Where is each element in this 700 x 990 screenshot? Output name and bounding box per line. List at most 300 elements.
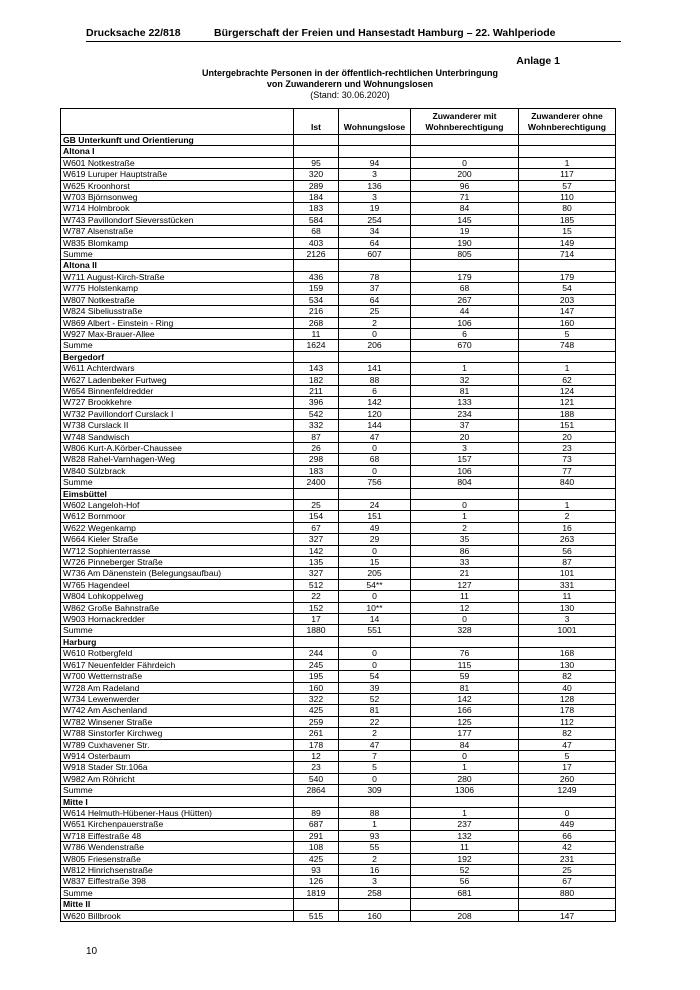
table-row xyxy=(61,454,616,465)
cell-ist: 126 xyxy=(294,876,339,887)
cell-zuwanderer-mit: 132 xyxy=(411,830,519,841)
cell-name: W625 Kroonhorst xyxy=(61,180,294,191)
cell-name: W804 Lohkoppelweg xyxy=(61,591,294,602)
column-header-name xyxy=(61,109,294,135)
cell-wohnungslose: 55 xyxy=(339,842,411,853)
cell-zuwanderer-mit: 179 xyxy=(411,271,519,282)
table-row xyxy=(61,591,616,602)
cell-zuwanderer-mit: 84 xyxy=(411,203,519,214)
cell-name: W736 Am Dänenstein (Belegungsaufbau) xyxy=(61,568,294,579)
cell-zuwanderer-ohne: 20 xyxy=(519,431,616,442)
cell-wohnungslose: 0 xyxy=(339,773,411,784)
table-row xyxy=(61,374,616,385)
cell-name: W611 Achterdwars xyxy=(61,363,294,374)
cell-zuwanderer-mit: 32 xyxy=(411,374,519,385)
cell-wohnungslose: 144 xyxy=(339,420,411,431)
cell-name: W612 Bornmoor xyxy=(61,511,294,522)
cell-ist: 515 xyxy=(294,910,339,921)
cell-zuwanderer-ohne: 5 xyxy=(519,328,616,339)
cell-zuwanderer-mit: 44 xyxy=(411,306,519,317)
table-row xyxy=(61,614,616,625)
group-label: Altona I xyxy=(61,146,294,157)
cell-zuwanderer-ohne: 714 xyxy=(519,249,616,260)
cell-name: W840 Sülzbrack xyxy=(61,465,294,476)
cell-name: W714 Holmbrook xyxy=(61,203,294,214)
empty-cell xyxy=(339,260,411,271)
cell-wohnungslose: 29 xyxy=(339,534,411,545)
cell-zuwanderer-ohne: 160 xyxy=(519,317,616,328)
cell-name: W807 Notkestraße xyxy=(61,294,294,305)
empty-cell xyxy=(339,146,411,157)
cell-wohnungslose: 0 xyxy=(339,328,411,339)
cell-zuwanderer-ohne: 16 xyxy=(519,522,616,533)
cell-name: W914 Osterbaum xyxy=(61,750,294,761)
cell-ist: 182 xyxy=(294,374,339,385)
table-row xyxy=(61,579,616,590)
cell-zuwanderer-mit: 0 xyxy=(411,500,519,511)
group-label: Mitte I xyxy=(61,796,294,807)
cell-zuwanderer-ohne: 73 xyxy=(519,454,616,465)
empty-cell xyxy=(339,488,411,499)
cell-wohnungslose: 94 xyxy=(339,157,411,168)
table-summary-row xyxy=(61,785,616,796)
cell-zuwanderer-mit: 237 xyxy=(411,819,519,830)
cell-ist: 211 xyxy=(294,385,339,396)
cell-ist: 2126 xyxy=(294,249,339,260)
empty-cell xyxy=(339,796,411,807)
cell-ist: 436 xyxy=(294,271,339,282)
table-row xyxy=(61,328,616,339)
cell-name: W862 Große Bahnstraße xyxy=(61,602,294,613)
cell-name: W614 Helmuth-Hübener-Haus (Hütten) xyxy=(61,807,294,818)
cell-name: W738 Curslack II xyxy=(61,420,294,431)
cell-wohnungslose: 22 xyxy=(339,716,411,727)
cell-wohnungslose: 3 xyxy=(339,169,411,180)
table-summary-row xyxy=(61,477,616,488)
cell-zuwanderer-mit: 11 xyxy=(411,591,519,602)
table-row xyxy=(61,568,616,579)
cell-zuwanderer-mit: 1 xyxy=(411,363,519,374)
cell-ist: 1819 xyxy=(294,887,339,898)
table-body xyxy=(61,135,616,922)
cell-zuwanderer-ohne: 42 xyxy=(519,842,616,853)
cell-wohnungslose: 81 xyxy=(339,705,411,716)
group-label: Harburg xyxy=(61,636,294,647)
cell-name: W835 Blomkamp xyxy=(61,237,294,248)
cell-wohnungslose: 16 xyxy=(339,865,411,876)
cell-ist: 22 xyxy=(294,591,339,602)
cell-ist: 320 xyxy=(294,169,339,180)
table-group-row xyxy=(61,146,616,157)
cell-wohnungslose: 5 xyxy=(339,762,411,773)
cell-zuwanderer-mit: 35 xyxy=(411,534,519,545)
table-row xyxy=(61,203,616,214)
cell-ist: 687 xyxy=(294,819,339,830)
cell-wohnungslose: 64 xyxy=(339,294,411,305)
cell-wohnungslose: 258 xyxy=(339,887,411,898)
cell-zuwanderer-ohne: 130 xyxy=(519,602,616,613)
table-summary-row xyxy=(61,887,616,898)
cell-ist: 2864 xyxy=(294,785,339,796)
cell-zuwanderer-mit: 145 xyxy=(411,214,519,225)
header-organization: Bürgerschaft der Freien und Hansestadt Hamburg – 22. Wahlperiode xyxy=(214,27,556,39)
cell-name: W718 Eiffestraße 48 xyxy=(61,830,294,841)
cell-wohnungslose: 142 xyxy=(339,397,411,408)
cell-zuwanderer-mit: 21 xyxy=(411,568,519,579)
empty-cell xyxy=(411,899,519,910)
header-divider xyxy=(86,41,621,42)
cell-wohnungslose: 551 xyxy=(339,625,411,636)
cell-name: W727 Brookkehre xyxy=(61,397,294,408)
table-row xyxy=(61,192,616,203)
cell-name: W837 Eiffestraße 398 xyxy=(61,876,294,887)
table-row xyxy=(61,271,616,282)
cell-ist: 154 xyxy=(294,511,339,522)
empty-cell xyxy=(411,135,519,146)
cell-name: Summe xyxy=(61,477,294,488)
column-header-ist: Ist xyxy=(294,109,339,135)
cell-ist: 178 xyxy=(294,739,339,750)
table-group-row xyxy=(61,899,616,910)
cell-name: W782 Winsener Straße xyxy=(61,716,294,727)
cell-zuwanderer-mit: 208 xyxy=(411,910,519,921)
cell-ist: 327 xyxy=(294,534,339,545)
cell-zuwanderer-ohne: 151 xyxy=(519,420,616,431)
cell-name: W903 Hornackredder xyxy=(61,614,294,625)
table-row xyxy=(61,169,616,180)
table-group-row xyxy=(61,488,616,499)
table-row xyxy=(61,807,616,818)
cell-zuwanderer-ohne: 149 xyxy=(519,237,616,248)
empty-cell xyxy=(411,636,519,647)
empty-cell xyxy=(294,899,339,910)
cell-zuwanderer-mit: 681 xyxy=(411,887,519,898)
empty-cell xyxy=(519,146,616,157)
cell-wohnungslose: 0 xyxy=(339,442,411,453)
cell-name: Summe xyxy=(61,785,294,796)
empty-cell xyxy=(519,488,616,499)
cell-wohnungslose: 7 xyxy=(339,750,411,761)
cell-name: W627 Ladenbeker Furtweg xyxy=(61,374,294,385)
cell-zuwanderer-ohne: 0 xyxy=(519,807,616,818)
cell-name: W828 Rahel-Varnhagen-Weg xyxy=(61,454,294,465)
cell-zuwanderer-mit: 200 xyxy=(411,169,519,180)
cell-zuwanderer-mit: 0 xyxy=(411,750,519,761)
table-row xyxy=(61,557,616,568)
table-row xyxy=(61,237,616,248)
cell-zuwanderer-mit: 177 xyxy=(411,728,519,739)
table-row xyxy=(61,716,616,727)
cell-name: W734 Lewenwerder xyxy=(61,693,294,704)
cell-zuwanderer-mit: 106 xyxy=(411,465,519,476)
table-row xyxy=(61,819,616,830)
cell-name: W775 Holstenkamp xyxy=(61,283,294,294)
cell-zuwanderer-ohne: 66 xyxy=(519,830,616,841)
cell-wohnungslose: 68 xyxy=(339,454,411,465)
table-row xyxy=(61,693,616,704)
cell-ist: 259 xyxy=(294,716,339,727)
cell-zuwanderer-mit: 37 xyxy=(411,420,519,431)
cell-wohnungslose: 93 xyxy=(339,830,411,841)
cell-ist: 68 xyxy=(294,226,339,237)
cell-wohnungslose: 78 xyxy=(339,271,411,282)
table-row xyxy=(61,420,616,431)
table-row xyxy=(61,214,616,225)
cell-wohnungslose: 206 xyxy=(339,340,411,351)
cell-zuwanderer-ohne: 124 xyxy=(519,385,616,396)
cell-zuwanderer-ohne: 54 xyxy=(519,283,616,294)
cell-zuwanderer-ohne: 1 xyxy=(519,500,616,511)
table-row xyxy=(61,511,616,522)
cell-zuwanderer-mit: 71 xyxy=(411,192,519,203)
cell-wohnungslose: 37 xyxy=(339,283,411,294)
cell-ist: 584 xyxy=(294,214,339,225)
cell-name: W787 Alsenstraße xyxy=(61,226,294,237)
table-row xyxy=(61,431,616,442)
cell-ist: 261 xyxy=(294,728,339,739)
table-row xyxy=(61,671,616,682)
cell-ist: 291 xyxy=(294,830,339,841)
section-label: GB Unterkunft und Orientierung xyxy=(61,135,294,146)
table-row xyxy=(61,545,616,556)
table-row xyxy=(61,648,616,659)
cell-wohnungslose: 54** xyxy=(339,579,411,590)
cell-zuwanderer-ohne: 57 xyxy=(519,180,616,191)
cell-zuwanderer-ohne: 130 xyxy=(519,659,616,670)
cell-name: W742 Am Aschenland xyxy=(61,705,294,716)
cell-ist: 184 xyxy=(294,192,339,203)
cell-ist: 512 xyxy=(294,579,339,590)
cell-zuwanderer-ohne: 101 xyxy=(519,568,616,579)
cell-wohnungslose: 756 xyxy=(339,477,411,488)
cell-zuwanderer-mit: 2 xyxy=(411,522,519,533)
table-row xyxy=(61,294,616,305)
cell-zuwanderer-ohne: 82 xyxy=(519,728,616,739)
cell-wohnungslose: 2 xyxy=(339,853,411,864)
cell-name: W789 Cuxhavener Str. xyxy=(61,739,294,750)
cell-name: W869 Albert - Einstein - Ring xyxy=(61,317,294,328)
cell-wohnungslose: 34 xyxy=(339,226,411,237)
table-row xyxy=(61,853,616,864)
cell-zuwanderer-mit: 115 xyxy=(411,659,519,670)
cell-zuwanderer-mit: 133 xyxy=(411,397,519,408)
cell-name: W732 Pavillondorf Curslack I xyxy=(61,408,294,419)
empty-cell xyxy=(294,488,339,499)
cell-zuwanderer-mit: 1306 xyxy=(411,785,519,796)
cell-zuwanderer-mit: 19 xyxy=(411,226,519,237)
cell-zuwanderer-ohne: 11 xyxy=(519,591,616,602)
cell-wohnungslose: 47 xyxy=(339,431,411,442)
table-group-row xyxy=(61,351,616,362)
cell-zuwanderer-ohne: 178 xyxy=(519,705,616,716)
cell-name: W617 Neuenfelder Fährdeich xyxy=(61,659,294,670)
cell-ist: 332 xyxy=(294,420,339,431)
cell-ist: 95 xyxy=(294,157,339,168)
cell-zuwanderer-mit: 0 xyxy=(411,157,519,168)
cell-zuwanderer-mit: 190 xyxy=(411,237,519,248)
empty-cell xyxy=(519,260,616,271)
cell-wohnungslose: 64 xyxy=(339,237,411,248)
cell-name: Summe xyxy=(61,887,294,898)
cell-ist: 152 xyxy=(294,602,339,613)
page-number: 10 xyxy=(86,946,98,957)
cell-zuwanderer-ohne: 179 xyxy=(519,271,616,282)
cell-wohnungslose: 39 xyxy=(339,682,411,693)
cell-zuwanderer-mit: 59 xyxy=(411,671,519,682)
table-row xyxy=(61,522,616,533)
table-summary-row xyxy=(61,249,616,260)
table-title-line-2: von Zuwanderern und Wohnungslosen xyxy=(266,79,434,89)
empty-cell xyxy=(294,796,339,807)
cell-wohnungslose: 24 xyxy=(339,500,411,511)
cell-zuwanderer-ohne: 47 xyxy=(519,739,616,750)
table-row xyxy=(61,728,616,739)
empty-cell xyxy=(339,899,411,910)
cell-wohnungslose: 0 xyxy=(339,545,411,556)
table-row xyxy=(61,659,616,670)
cell-name: W788 Sinstorfer Kirchweg xyxy=(61,728,294,739)
cell-zuwanderer-mit: 280 xyxy=(411,773,519,784)
cell-zuwanderer-ohne: 15 xyxy=(519,226,616,237)
cell-zuwanderer-ohne: 260 xyxy=(519,773,616,784)
group-label: Bergedorf xyxy=(61,351,294,362)
accommodation-table xyxy=(60,108,616,922)
empty-cell xyxy=(411,488,519,499)
table-row xyxy=(61,180,616,191)
table-title-line-1: Untergebrachte Personen in der öffentlich-rechtlichen Unterbringung xyxy=(201,68,499,78)
cell-name: W610 Rotbergfeld xyxy=(61,648,294,659)
cell-ist: 143 xyxy=(294,363,339,374)
cell-ist: 12 xyxy=(294,750,339,761)
table-summary-row xyxy=(61,625,616,636)
cell-name: W703 Björnsonweg xyxy=(61,192,294,203)
table-row xyxy=(61,705,616,716)
cell-zuwanderer-mit: 81 xyxy=(411,682,519,693)
empty-cell xyxy=(519,135,616,146)
cell-zuwanderer-ohne: 880 xyxy=(519,887,616,898)
cell-wohnungslose: 1 xyxy=(339,819,411,830)
cell-wohnungslose: 0 xyxy=(339,648,411,659)
cell-zuwanderer-mit: 68 xyxy=(411,283,519,294)
empty-cell xyxy=(411,351,519,362)
table-row xyxy=(61,910,616,921)
cell-zuwanderer-ohne: 56 xyxy=(519,545,616,556)
cell-wohnungslose: 52 xyxy=(339,693,411,704)
empty-cell xyxy=(294,260,339,271)
cell-wohnungslose: 88 xyxy=(339,374,411,385)
empty-cell xyxy=(339,351,411,362)
cell-name: W602 Langeloh-Hof xyxy=(61,500,294,511)
cell-zuwanderer-ohne: 82 xyxy=(519,671,616,682)
cell-zuwanderer-mit: 52 xyxy=(411,865,519,876)
group-label: Eimsbüttel xyxy=(61,488,294,499)
table-group-row xyxy=(61,796,616,807)
table-row xyxy=(61,750,616,761)
table-row xyxy=(61,408,616,419)
group-label: Mitte II xyxy=(61,899,294,910)
cell-ist: 245 xyxy=(294,659,339,670)
cell-name: W620 Billbrook xyxy=(61,910,294,921)
cell-name: Summe xyxy=(61,249,294,260)
empty-cell xyxy=(411,796,519,807)
cell-ist: 11 xyxy=(294,328,339,339)
cell-zuwanderer-mit: 267 xyxy=(411,294,519,305)
cell-zuwanderer-ohne: 748 xyxy=(519,340,616,351)
cell-wohnungslose: 6 xyxy=(339,385,411,396)
empty-cell xyxy=(339,636,411,647)
cell-ist: 403 xyxy=(294,237,339,248)
cell-name: W748 Sandwisch xyxy=(61,431,294,442)
cell-ist: 298 xyxy=(294,454,339,465)
cell-wohnungslose: 309 xyxy=(339,785,411,796)
cell-zuwanderer-mit: 1 xyxy=(411,511,519,522)
table-row xyxy=(61,682,616,693)
cell-zuwanderer-ohne: 2 xyxy=(519,511,616,522)
table-section-row xyxy=(61,135,616,146)
cell-ist: 23 xyxy=(294,762,339,773)
cell-ist: 17 xyxy=(294,614,339,625)
cell-zuwanderer-mit: 84 xyxy=(411,739,519,750)
cell-name: W619 Luruper Hauptstraße xyxy=(61,169,294,180)
table-header-row xyxy=(61,109,616,135)
cell-zuwanderer-mit: 81 xyxy=(411,385,519,396)
table-row xyxy=(61,830,616,841)
table-row xyxy=(61,773,616,784)
table-row xyxy=(61,602,616,613)
cell-zuwanderer-mit: 234 xyxy=(411,408,519,419)
cell-zuwanderer-ohne: 185 xyxy=(519,214,616,225)
anlage-label: Anlage 1 xyxy=(516,55,560,67)
cell-ist: 195 xyxy=(294,671,339,682)
cell-name: W651 Kirchenpauerstraße xyxy=(61,819,294,830)
cell-name: W728 Am Radeland xyxy=(61,682,294,693)
cell-zuwanderer-ohne: 112 xyxy=(519,716,616,727)
table-row xyxy=(61,465,616,476)
cell-zuwanderer-mit: 157 xyxy=(411,454,519,465)
cell-wohnungslose: 141 xyxy=(339,363,411,374)
cell-ist: 327 xyxy=(294,568,339,579)
cell-name: W664 Kieler Straße xyxy=(61,534,294,545)
cell-zuwanderer-mit: 33 xyxy=(411,557,519,568)
cell-wohnungslose: 88 xyxy=(339,807,411,818)
cell-ist: 244 xyxy=(294,648,339,659)
cell-zuwanderer-ohne: 87 xyxy=(519,557,616,568)
cell-zuwanderer-ohne: 3 xyxy=(519,614,616,625)
cell-ist: 396 xyxy=(294,397,339,408)
empty-cell xyxy=(294,146,339,157)
cell-zuwanderer-mit: 804 xyxy=(411,477,519,488)
cell-ist: 534 xyxy=(294,294,339,305)
cell-ist: 183 xyxy=(294,203,339,214)
cell-ist: 425 xyxy=(294,853,339,864)
column-header-zuwanderer-ohne: Zuwanderer ohne Wohnberechtigung xyxy=(519,109,616,135)
cell-wohnungslose: 0 xyxy=(339,591,411,602)
cell-name: W654 Binnenfeldredder xyxy=(61,385,294,396)
drucksache-number: Drucksache 22/818 xyxy=(86,27,181,39)
cell-zuwanderer-ohne: 80 xyxy=(519,203,616,214)
cell-ist: 89 xyxy=(294,807,339,818)
cell-wohnungslose: 0 xyxy=(339,659,411,670)
cell-ist: 108 xyxy=(294,842,339,853)
cell-zuwanderer-mit: 0 xyxy=(411,614,519,625)
cell-zuwanderer-ohne: 263 xyxy=(519,534,616,545)
empty-cell xyxy=(339,135,411,146)
cell-ist: 425 xyxy=(294,705,339,716)
cell-zuwanderer-mit: 192 xyxy=(411,853,519,864)
cell-ist: 93 xyxy=(294,865,339,876)
cell-zuwanderer-mit: 166 xyxy=(411,705,519,716)
cell-ist: 135 xyxy=(294,557,339,568)
